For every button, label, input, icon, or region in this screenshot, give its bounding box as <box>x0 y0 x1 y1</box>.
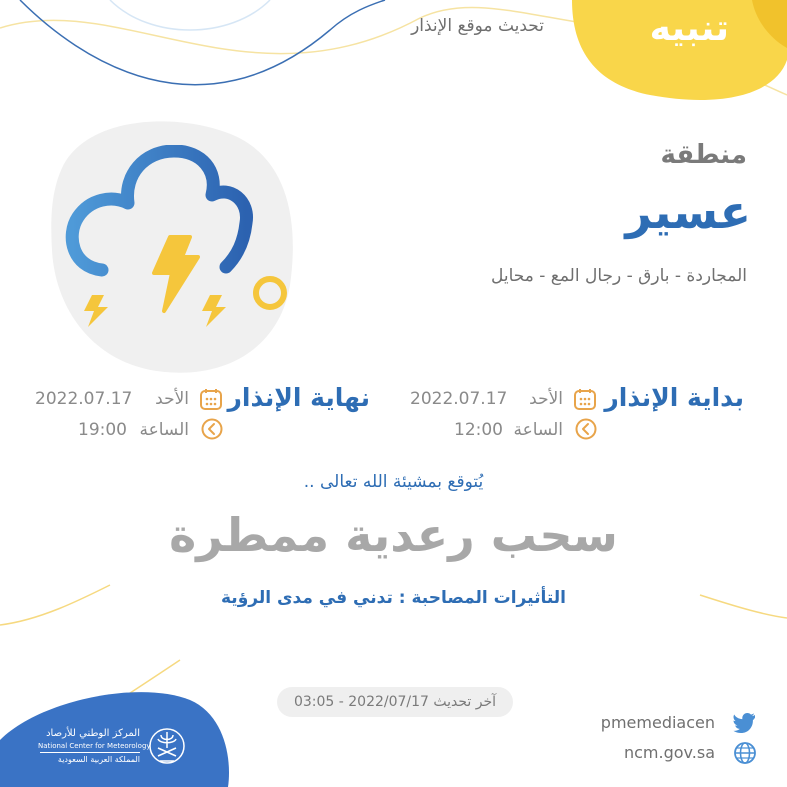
region-name: عسير <box>625 185 751 239</box>
region-label: منطقة <box>660 140 747 170</box>
twitter-icon[interactable] <box>733 712 757 734</box>
thunderstorm-icon <box>62 145 294 335</box>
warning-end-day: الأحد <box>155 389 189 409</box>
website-link[interactable]: ncm.gov.sa <box>623 743 715 762</box>
org-name-en: National Center for Meteorology <box>38 742 151 750</box>
region-places: المجاردة - بارق - رجال المع - محايل <box>490 266 747 286</box>
last-update-pill: آخر تحديث 2022/07/17 - 03:05 <box>277 687 513 717</box>
clock-icon <box>575 418 597 440</box>
warning-start-time-label: الساعة <box>513 420 563 440</box>
warning-end-title: نهاية الإنذار <box>227 383 370 412</box>
org-divider <box>40 752 140 753</box>
warning-start-day: الأحد <box>529 389 563 409</box>
clock-icon <box>201 418 223 440</box>
forecast-intro: يُتوقع بمشيئة الله تعالى .. <box>303 472 484 492</box>
alert-badge-label: تنبيه <box>649 8 729 49</box>
warning-end-time-label: الساعة <box>139 420 189 440</box>
calendar-icon <box>199 387 223 411</box>
org-country-ar: المملكة العربية السعودية <box>57 755 140 764</box>
saudi-emblem-icon <box>148 726 186 768</box>
update-location-title: تحديث موقع الإنذار <box>411 16 544 36</box>
warning-start-title: بداية الإنذار <box>604 383 744 412</box>
forecast-headline: سحب رعدية ممطرة <box>169 508 618 562</box>
calendar-icon <box>573 387 597 411</box>
warning-start-time: 12:00 <box>454 420 503 440</box>
org-logo-background <box>0 692 229 787</box>
forecast-effects: التأثيرات المصاحبة : تدني في مدى الرؤية <box>221 588 566 608</box>
org-name-ar: المركز الوطني للأرصاد <box>46 728 140 739</box>
warning-end-date: 2022.07.17 <box>35 389 133 409</box>
twitter-handle[interactable]: pmemediacen <box>600 713 715 732</box>
warning-end-time: 19:00 <box>78 420 127 440</box>
warning-start-date: 2022.07.17 <box>410 389 508 409</box>
globe-icon[interactable] <box>733 741 757 765</box>
